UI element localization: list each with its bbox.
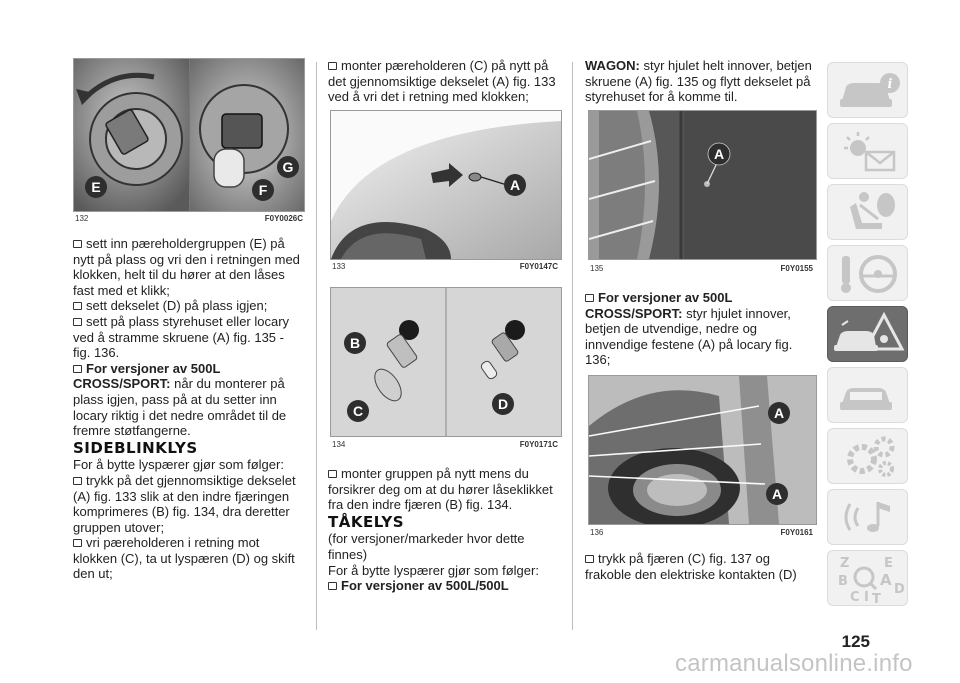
- tab-starting-driving[interactable]: [827, 245, 908, 301]
- bullet-box-icon: [73, 318, 82, 326]
- tab-car-info[interactable]: [827, 62, 908, 118]
- list-item: monter pæreholderen (C) på nytt på det gjennomsiktige dekselet (A) fig. 133 ved å vri det i retning med klokken;: [328, 58, 556, 105]
- figure-code: F0Y0155: [780, 263, 813, 273]
- bullet-box-icon: [328, 582, 337, 590]
- section-heading-sideblinklys: SIDEBLINKLYS: [73, 438, 198, 457]
- tab-technical-data[interactable]: [827, 428, 908, 484]
- figure-133-caption: [332, 260, 558, 272]
- column-divider: [316, 62, 317, 630]
- note-text: (for versjoner/markeder hvor dette finnes): [328, 531, 525, 562]
- list-item: sett dekselet (D) på plass igjen;: [73, 298, 303, 314]
- paragraph: WAGON: styr hjulet helt innover, betjen skruene (A) fig. 135 og flytt dekselet på styrehuset for å komme til.: [585, 58, 812, 105]
- column-1-text: [73, 236, 303, 582]
- index-letter: D: [894, 582, 905, 597]
- figure-136-caption: [590, 526, 813, 538]
- figure-code: F0Y0171C: [519, 439, 558, 449]
- list-item: trykk på det gjennomsiktige dekselet (A) fig. 133 slik at den indre fjæringen komprimeres (B) fig. 134, dra deretter gruppen utover;: [73, 472, 296, 535]
- figure-134-label-c: C: [352, 403, 364, 419]
- bullet-box-icon: [585, 555, 594, 563]
- index-letter: T: [872, 592, 881, 607]
- bullet-box-icon: [73, 302, 82, 310]
- intro-text: For å bytte lyspærer gjør som følger:: [73, 457, 284, 473]
- seat-airbag-icon: [828, 185, 909, 241]
- column-3-top-text: [585, 58, 815, 105]
- figure-code: F0Y0026C: [264, 213, 303, 223]
- figure-132-caption: [75, 212, 303, 224]
- tab-maintenance[interactable]: [827, 367, 908, 423]
- section-heading-takelys: TÅKELYS: [328, 512, 405, 531]
- bullet-box-icon: [585, 294, 594, 302]
- svg-text:i: i: [887, 77, 893, 92]
- list-item: trykk på fjæren (C) fig. 137 og frakoble den elektriske kontakten (D): [585, 551, 797, 582]
- figure-135-caption: [590, 262, 813, 274]
- column-2-bottom-text: [328, 466, 560, 594]
- page-number: 125: [841, 632, 870, 651]
- technical-data-icon: [828, 429, 909, 485]
- tab-emergency[interactable]: [827, 306, 908, 362]
- column-3-mid-text: [585, 290, 815, 368]
- figure-number: 136: [590, 527, 604, 537]
- bullet-box-icon: [73, 365, 82, 373]
- index-letter: B: [838, 574, 848, 589]
- list-item: For versjoner av 500L/500L: [328, 578, 560, 594]
- figure-number: 135: [590, 263, 604, 273]
- bullet-box-icon: [73, 477, 82, 485]
- tab-warning-lights[interactable]: [827, 123, 908, 179]
- bullet-box-icon: [328, 62, 337, 70]
- figure-number: 134: [332, 439, 346, 449]
- column-2-top-text: [328, 58, 560, 105]
- figure-133-image: [330, 110, 562, 260]
- bullet-box-icon: [73, 240, 82, 248]
- figure-code: F0Y0147C: [519, 261, 558, 271]
- intro-text: For å bytte lyspærer gjør som følger:: [328, 562, 539, 578]
- figure-number: 133: [332, 261, 346, 271]
- index-letter: E: [884, 556, 893, 571]
- figure-136-label-a-bottom: A: [771, 486, 783, 502]
- figure-135-label-a: A: [713, 146, 725, 162]
- column-3-bottom-text: [585, 551, 815, 582]
- list-item: For versjoner av 500L CROSS/SPORT: når du monterer på plass igjen, pass på at du setter inn locary riktig i det nedre området til de fremre støtfangerne.: [73, 360, 287, 439]
- car-maintenance-icon: [828, 368, 909, 424]
- emergency-icon: [828, 307, 909, 363]
- list-item: For versjoner av 500L CROSS/SPORT: styr hjulet innover, betjen de utvendige, nedre og innvendige festene (A) på locary fig. 136;: [585, 290, 793, 368]
- warning-lights-icon: [828, 124, 909, 180]
- column-divider: [572, 62, 573, 630]
- figure-135-image: [588, 110, 817, 260]
- multimedia-icon: [828, 490, 909, 546]
- index-letter: C: [850, 590, 860, 605]
- tab-safety[interactable]: [827, 184, 908, 240]
- index-letter: Z: [840, 556, 850, 571]
- chapter-sidebar: [827, 62, 908, 607]
- figure-133-label-a: A: [509, 177, 521, 193]
- figure-136-image: [588, 375, 817, 525]
- list-item: sett inn pæreholdergruppen (E) på nytt på plass og vri den i retningen med klokken, helt til du hører at den låses fast med et klikk;: [73, 236, 300, 298]
- figure-132-image: [73, 58, 305, 212]
- key-steering-icon: [828, 246, 909, 302]
- tab-index[interactable]: [827, 550, 908, 606]
- figure-134-image: [330, 287, 562, 437]
- list-item: vri pæreholderen i retning mot klokken (C), ta ut lyspæren (D) og skift den ut;: [73, 535, 295, 582]
- figure-134-label-b: B: [349, 335, 361, 351]
- index-icon: [828, 551, 909, 607]
- tab-multimedia[interactable]: [827, 489, 908, 545]
- list-item: sett på plass styrehuset eller locary ved å stramme skruene (A) fig. 135 - fig. 136.: [73, 313, 290, 361]
- figure-134-label-d: D: [497, 396, 509, 412]
- figure-code: F0Y0161: [780, 527, 813, 537]
- index-letter: A: [880, 571, 892, 589]
- figure-132-label-f: F: [258, 182, 268, 198]
- figure-134-caption: [332, 438, 558, 450]
- watermark-text: carmanualsonline.info: [675, 650, 913, 677]
- figure-132-label-g: G: [282, 159, 294, 175]
- car-info-icon: [828, 63, 909, 119]
- figure-number: 132: [75, 213, 89, 223]
- bullet-box-icon: [328, 470, 337, 478]
- list-item: monter gruppen på nytt mens du forsikrer deg om at du hører låseklikket fra den indre fjæren (B) fig. 134.: [328, 466, 553, 513]
- index-letter: I: [864, 590, 869, 605]
- figure-132-label-e: E: [91, 179, 101, 195]
- figure-136-label-a-top: A: [773, 405, 785, 421]
- bullet-box-icon: [73, 539, 82, 547]
